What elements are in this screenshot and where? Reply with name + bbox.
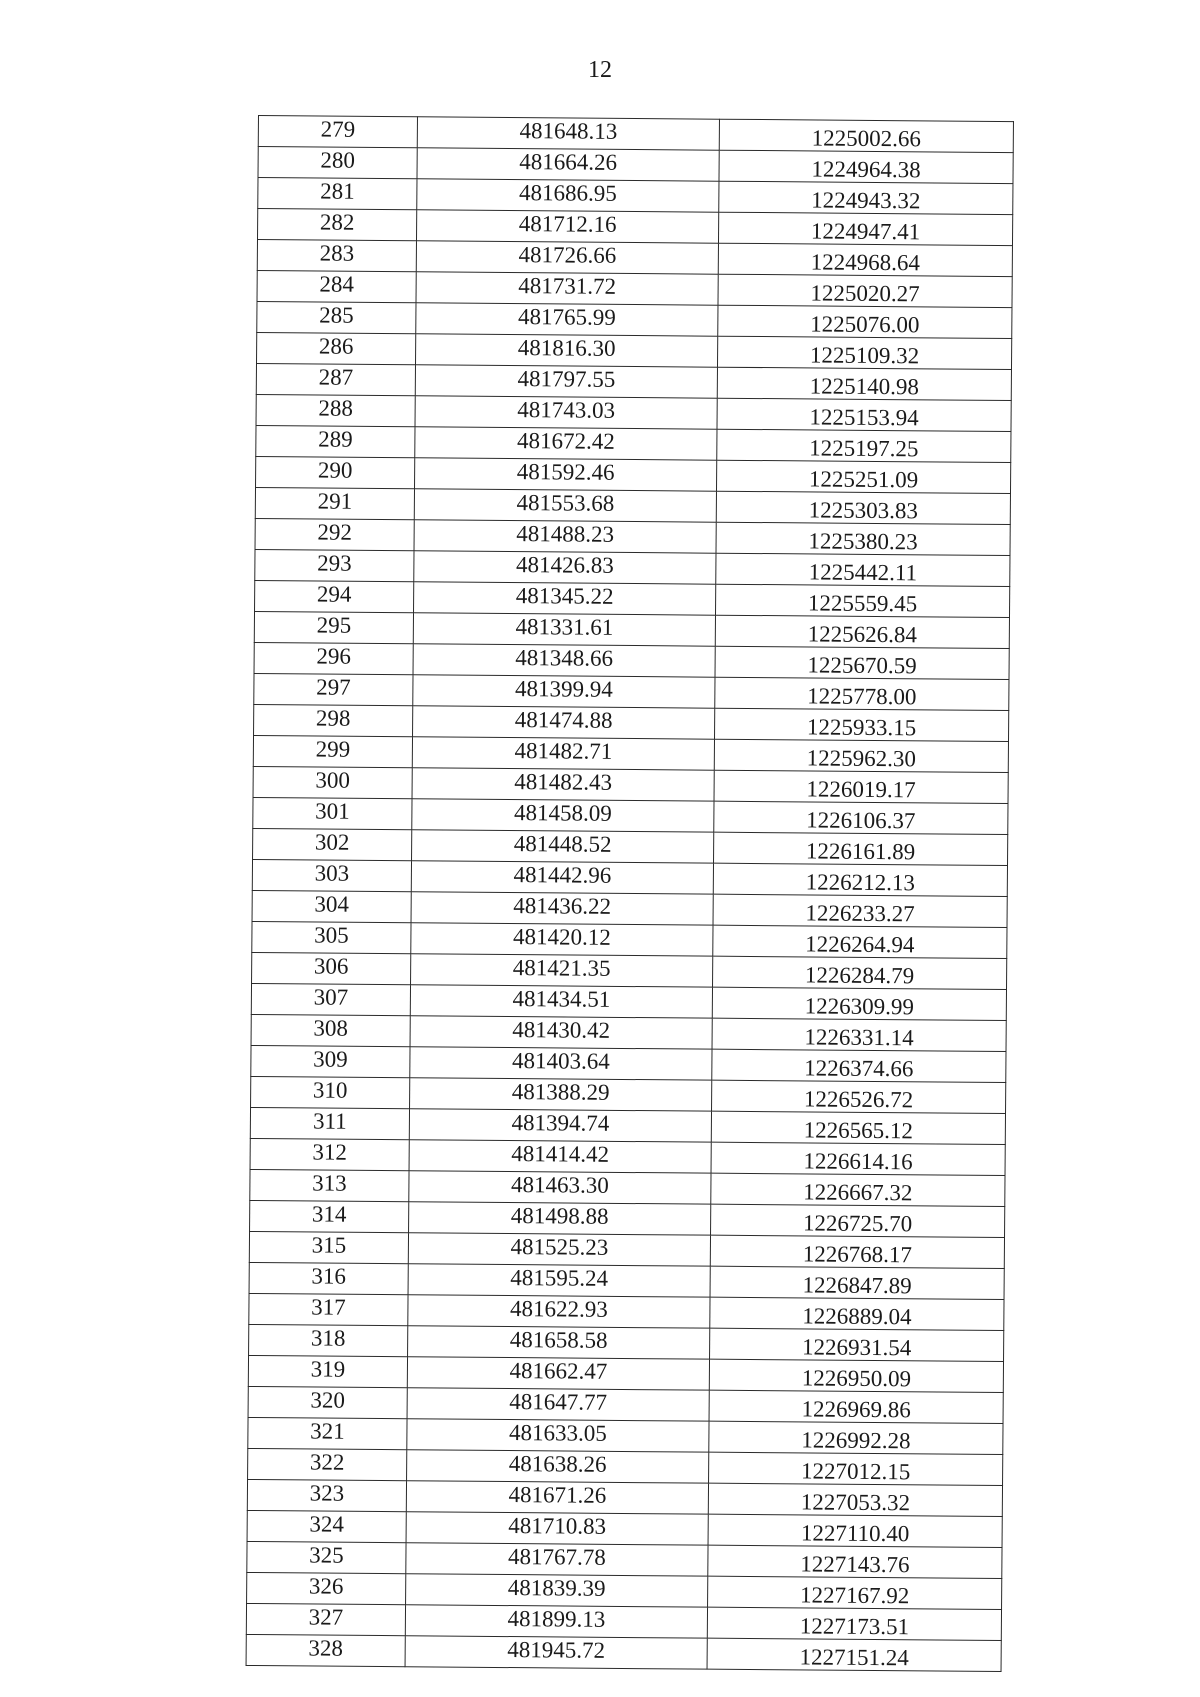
y-coordinate-cell: 1226331.14 [712, 1018, 1006, 1051]
y-coordinate-cell: 1225559.45 [715, 584, 1009, 617]
y-coordinate-cell: 1226725.70 [711, 1204, 1005, 1237]
y-coordinate-cell: 1226889.04 [710, 1297, 1004, 1330]
point-number-cell: 320 [248, 1386, 407, 1418]
y-coordinate-cell: 1226969.86 [709, 1390, 1003, 1423]
x-coordinate-cell: 481414.42 [409, 1140, 711, 1173]
x-coordinate-cell: 481331.61 [413, 613, 715, 646]
y-coordinate-cell: 1225626.84 [715, 615, 1009, 648]
point-number-cell: 290 [256, 456, 415, 488]
y-coordinate-cell: 1226768.17 [710, 1235, 1004, 1268]
point-number-cell: 301 [253, 797, 412, 829]
x-coordinate-cell: 481595.24 [408, 1264, 710, 1297]
coordinates-table [246, 115, 1014, 1672]
x-coordinate-cell: 481394.74 [409, 1109, 711, 1142]
table-row [246, 1634, 1001, 1671]
point-number-cell: 315 [249, 1231, 408, 1263]
x-coordinate-cell: 481816.30 [415, 334, 717, 367]
point-number-cell: 281 [258, 178, 417, 210]
point-number-cell: 294 [255, 580, 414, 612]
y-coordinate-cell: 1225002.66 [719, 119, 1013, 152]
point-number-cell: 326 [247, 1572, 406, 1604]
x-coordinate-cell: 481686.95 [417, 179, 719, 212]
x-coordinate-cell: 481448.52 [412, 830, 714, 863]
y-coordinate-cell: 1227012.15 [709, 1452, 1003, 1485]
y-coordinate-cell: 1224968.64 [718, 243, 1012, 276]
x-coordinate-cell: 481420.12 [411, 923, 713, 956]
point-number-cell: 314 [250, 1200, 409, 1232]
point-number-cell: 309 [251, 1045, 410, 1077]
x-coordinate-cell: 481622.93 [408, 1295, 710, 1328]
x-coordinate-cell: 481658.58 [408, 1326, 710, 1359]
y-coordinate-cell: 1226614.16 [711, 1142, 1005, 1175]
y-coordinate-cell: 1226992.28 [709, 1421, 1003, 1454]
x-coordinate-cell: 481672.42 [415, 427, 717, 460]
x-coordinate-cell: 481430.42 [410, 1016, 712, 1049]
point-number-cell: 310 [251, 1076, 410, 1108]
y-coordinate-cell: 1227151.24 [707, 1638, 1001, 1671]
point-number-cell: 303 [252, 859, 411, 891]
y-coordinate-cell: 1226212.13 [713, 863, 1007, 896]
point-number-cell: 279 [258, 116, 417, 148]
x-coordinate-cell: 481638.26 [407, 1450, 709, 1483]
x-coordinate-cell: 481945.72 [405, 1636, 707, 1669]
x-coordinate-cell: 481482.43 [412, 768, 714, 801]
point-number-cell: 291 [255, 487, 414, 519]
point-number-cell: 319 [248, 1355, 407, 1387]
x-coordinate-cell: 481797.55 [415, 365, 717, 398]
y-coordinate-cell: 1225303.83 [716, 491, 1010, 524]
x-coordinate-cell: 481765.99 [416, 303, 718, 336]
x-coordinate-cell: 481348.66 [413, 644, 715, 677]
y-coordinate-cell: 1226264.94 [713, 925, 1007, 958]
point-number-cell: 282 [258, 209, 417, 241]
y-coordinate-cell: 1226667.32 [711, 1173, 1005, 1206]
x-coordinate-cell: 481664.26 [417, 148, 719, 181]
x-coordinate-cell: 481525.23 [408, 1233, 710, 1266]
y-coordinate-cell: 1226106.37 [714, 801, 1008, 834]
point-number-cell: 328 [246, 1634, 405, 1666]
x-coordinate-cell: 481648.13 [417, 117, 719, 150]
x-coordinate-cell: 481388.29 [410, 1078, 712, 1111]
point-number-cell: 307 [251, 983, 410, 1015]
point-number-cell: 313 [250, 1169, 409, 1201]
x-coordinate-cell: 481482.71 [412, 737, 714, 770]
point-number-cell: 283 [257, 240, 416, 272]
point-number-cell: 297 [254, 673, 413, 705]
coordinates-table-body [246, 116, 1013, 1672]
x-coordinate-cell: 481710.83 [406, 1512, 708, 1545]
y-coordinate-cell: 1227143.76 [708, 1545, 1002, 1578]
y-coordinate-cell: 1227173.51 [707, 1607, 1001, 1640]
x-coordinate-cell: 481488.23 [414, 520, 716, 553]
point-number-cell: 312 [250, 1138, 409, 1170]
point-number-cell: 292 [255, 518, 414, 550]
x-coordinate-cell: 481434.51 [410, 985, 712, 1018]
x-coordinate-cell: 481426.83 [414, 551, 716, 584]
point-number-cell: 289 [256, 425, 415, 457]
point-number-cell: 300 [253, 766, 412, 798]
x-coordinate-cell: 481345.22 [414, 582, 716, 615]
point-number-cell: 322 [248, 1448, 407, 1480]
y-coordinate-cell: 1224947.41 [718, 212, 1012, 245]
page-number: 12 [588, 57, 612, 83]
x-coordinate-cell: 481463.30 [409, 1171, 711, 1204]
x-coordinate-cell: 481442.96 [411, 861, 713, 894]
point-number-cell: 304 [252, 890, 411, 922]
y-coordinate-cell: 1224964.38 [719, 150, 1013, 183]
y-coordinate-cell: 1226309.99 [712, 987, 1006, 1020]
point-number-cell: 287 [256, 363, 415, 395]
point-number-cell: 321 [248, 1417, 407, 1449]
point-number-cell: 323 [247, 1479, 406, 1511]
y-coordinate-cell: 1225076.00 [718, 305, 1012, 338]
point-number-cell: 317 [249, 1293, 408, 1325]
x-coordinate-cell: 481743.03 [415, 396, 717, 429]
point-number-cell: 316 [249, 1262, 408, 1294]
point-number-cell: 296 [254, 642, 413, 674]
x-coordinate-cell: 481498.88 [409, 1202, 711, 1235]
y-coordinate-cell: 1226374.66 [712, 1049, 1006, 1082]
point-number-cell: 285 [257, 301, 416, 333]
y-coordinate-cell: 1226284.79 [713, 956, 1007, 989]
y-coordinate-cell: 1225933.15 [715, 708, 1009, 741]
y-coordinate-cell: 1224943.32 [719, 181, 1013, 214]
y-coordinate-cell: 1226526.72 [712, 1080, 1006, 1113]
y-coordinate-cell: 1225778.00 [715, 677, 1009, 710]
point-number-cell: 318 [249, 1324, 408, 1356]
y-coordinate-cell: 1226019.17 [714, 770, 1008, 803]
y-coordinate-cell: 1226847.89 [710, 1266, 1004, 1299]
point-number-cell: 325 [247, 1541, 406, 1573]
x-coordinate-cell: 481662.47 [407, 1357, 709, 1390]
x-coordinate-cell: 481399.94 [413, 675, 715, 708]
x-coordinate-cell: 481421.35 [411, 954, 713, 987]
y-coordinate-cell: 1226931.54 [710, 1328, 1004, 1361]
x-coordinate-cell: 481592.46 [415, 458, 717, 491]
y-coordinate-cell: 1226233.27 [713, 894, 1007, 927]
y-coordinate-cell: 1225962.30 [714, 739, 1008, 772]
x-coordinate-cell: 481633.05 [407, 1419, 709, 1452]
point-number-cell: 284 [257, 270, 416, 302]
point-number-cell: 327 [246, 1603, 405, 1635]
point-number-cell: 293 [255, 549, 414, 581]
y-coordinate-cell: 1225380.23 [716, 522, 1010, 555]
x-coordinate-cell: 481647.77 [407, 1388, 709, 1421]
x-coordinate-cell: 481899.13 [405, 1605, 707, 1638]
point-number-cell: 302 [253, 828, 412, 860]
x-coordinate-cell: 481726.66 [416, 241, 718, 274]
x-coordinate-cell: 481436.22 [411, 892, 713, 925]
x-coordinate-cell: 481731.72 [416, 272, 718, 305]
x-coordinate-cell: 481839.39 [406, 1574, 708, 1607]
y-coordinate-cell: 1225140.98 [717, 367, 1011, 400]
point-number-cell: 305 [252, 921, 411, 953]
point-number-cell: 288 [256, 394, 415, 426]
point-number-cell: 308 [251, 1014, 410, 1046]
y-coordinate-cell: 1225670.59 [715, 646, 1009, 679]
x-coordinate-cell: 481767.78 [406, 1543, 708, 1576]
point-number-cell: 286 [257, 332, 416, 364]
y-coordinate-cell: 1227110.40 [708, 1514, 1002, 1547]
y-coordinate-cell: 1225197.25 [717, 429, 1011, 462]
y-coordinate-cell: 1227167.92 [708, 1576, 1002, 1609]
y-coordinate-cell: 1225153.94 [717, 398, 1011, 431]
y-coordinate-cell: 1226565.12 [711, 1111, 1005, 1144]
point-number-cell: 280 [258, 147, 417, 179]
y-coordinate-cell: 1225442.11 [716, 553, 1010, 586]
y-coordinate-cell: 1225251.09 [716, 460, 1010, 493]
y-coordinate-cell: 1227053.32 [708, 1483, 1002, 1516]
x-coordinate-cell: 481671.26 [406, 1481, 708, 1514]
point-number-cell: 324 [247, 1510, 406, 1542]
y-coordinate-cell: 1225109.32 [717, 336, 1011, 369]
point-number-cell: 299 [253, 735, 412, 767]
x-coordinate-cell: 481458.09 [412, 799, 714, 832]
point-number-cell: 295 [254, 611, 413, 643]
x-coordinate-cell: 481403.64 [410, 1047, 712, 1080]
y-coordinate-cell: 1226161.89 [714, 832, 1008, 865]
y-coordinate-cell: 1225020.27 [718, 274, 1012, 307]
y-coordinate-cell: 1226950.09 [709, 1359, 1003, 1392]
point-number-cell: 298 [254, 704, 413, 736]
x-coordinate-cell: 481712.16 [416, 210, 718, 243]
point-number-cell: 311 [250, 1107, 409, 1139]
x-coordinate-cell: 481474.88 [413, 706, 715, 739]
x-coordinate-cell: 481553.68 [414, 489, 716, 522]
point-number-cell: 306 [252, 952, 411, 984]
